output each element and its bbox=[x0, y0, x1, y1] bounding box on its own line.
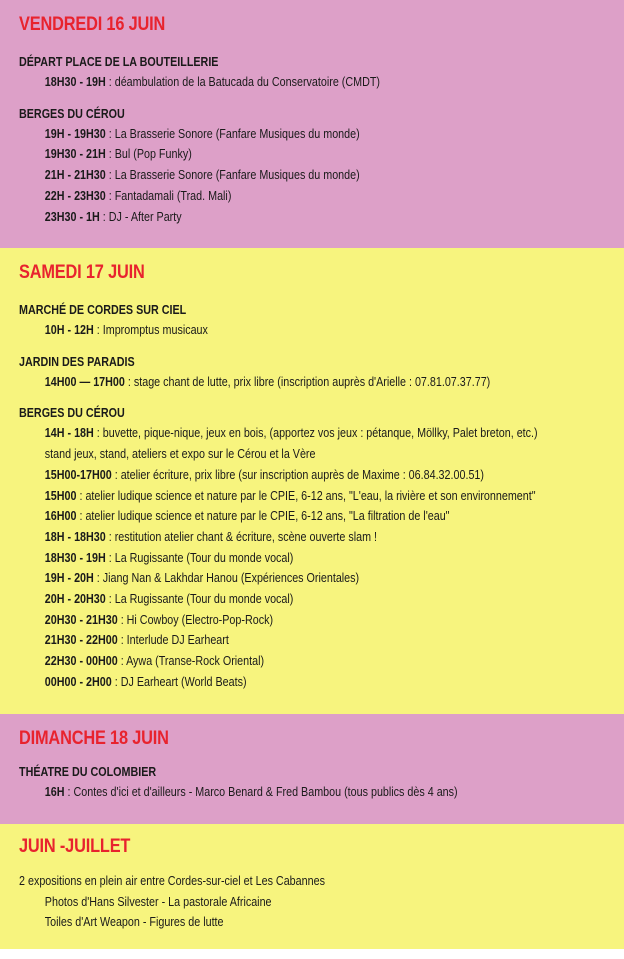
schedule-item bbox=[19, 186, 534, 207]
item-text: : buvette, pique-nique, jeux en bois, (apportez vos jeux : pétanque, Möllky, Palet breton, etc.) bbox=[93, 426, 538, 441]
saturday-section bbox=[0, 248, 624, 714]
schedule-item bbox=[19, 72, 534, 93]
schedule-item-continued: stand jeux, stand, ateliers et expo sur le Cérou et la Vère bbox=[44, 447, 316, 462]
item-text: : atelier ludique science et nature par le CPIE, 6-12 ans, "La filtration de l'eau" bbox=[76, 509, 450, 524]
friday-section bbox=[0, 0, 624, 248]
item-text: : Impromptus musicaux bbox=[93, 323, 208, 337]
schedule-item bbox=[19, 651, 534, 672]
venue-heading: JARDIN DES PARADIS bbox=[19, 354, 135, 369]
item-time: 14H00 — 17H00 bbox=[44, 374, 125, 389]
schedule-item bbox=[19, 372, 534, 393]
item-time: 19H30 - 21H bbox=[44, 147, 106, 162]
schedule-item bbox=[19, 672, 534, 693]
item-text: : Fantadamali (Trad. Mali) bbox=[105, 188, 232, 203]
venue-heading: MARCHÉ DE CORDES SUR CIEL bbox=[19, 303, 187, 317]
day-title: JUIN -JUILLET bbox=[19, 836, 131, 857]
day-title: DIMANCHE 18 JUIN bbox=[19, 728, 169, 749]
schedule-item bbox=[19, 423, 538, 444]
item-time: 15H00 bbox=[44, 488, 77, 503]
item-time: 23H30 - 1H bbox=[44, 209, 100, 224]
item-time: 16H bbox=[44, 785, 65, 799]
item-text: : restitution atelier chant & écriture, scène ouverte slam ! bbox=[105, 529, 378, 544]
item-text: : stage chant de lutte, prix libre (inscription auprès d'Arielle : 07.81.07.37.77) bbox=[124, 374, 491, 389]
schedule-item bbox=[19, 527, 534, 548]
schedule-item bbox=[19, 144, 534, 165]
item-text: : La Rugissante (Tour du monde vocal) bbox=[105, 550, 294, 565]
schedule-item bbox=[19, 320, 534, 341]
venue-heading: DÉPART PLACE DE LA BOUTEILLERIE bbox=[19, 55, 219, 69]
item-time: 18H30 - 19H bbox=[44, 75, 106, 89]
item-time: 14H - 18H bbox=[44, 426, 94, 441]
sunday-section bbox=[0, 714, 624, 824]
schedule-item bbox=[19, 506, 534, 527]
venue-heading: BERGES DU CÉROU bbox=[19, 406, 125, 421]
schedule-item bbox=[19, 124, 534, 145]
item-time: 18H - 18H30 bbox=[44, 529, 106, 544]
exhibition-item: Toiles d'Art Weapon - Figures de lutte bbox=[44, 915, 224, 930]
item-text: : atelier ludique science et nature par le CPIE, 6-12 ans, "L'eau, la rivière et son environnement" bbox=[76, 488, 536, 503]
item-text: : La Brasserie Sonore (Fanfare Musiques du monde) bbox=[105, 126, 360, 141]
item-text: : DJ - After Party bbox=[99, 209, 182, 224]
day-title: VENDREDI 16 JUIN bbox=[19, 14, 166, 35]
schedule-item bbox=[19, 610, 534, 631]
summer-section bbox=[0, 824, 624, 949]
item-text: : Hi Cowboy (Electro-Pop-Rock) bbox=[117, 612, 274, 627]
item-time: 22H - 23H30 bbox=[44, 188, 106, 203]
venue-heading: BERGES DU CÉROU bbox=[19, 106, 125, 121]
item-text: : Aywa (Transe-Rock Oriental) bbox=[117, 654, 265, 669]
item-time: 21H30 - 22H00 bbox=[44, 633, 118, 648]
schedule-item bbox=[19, 465, 534, 486]
schedule-item bbox=[19, 630, 534, 651]
schedule-item bbox=[19, 165, 534, 186]
item-text: : Interlude DJ Earheart bbox=[117, 633, 229, 648]
item-time: 16H00 bbox=[44, 509, 77, 524]
schedule-item bbox=[19, 589, 534, 610]
item-text: : Contes d'ici et d'ailleurs - Marco Benard & Fred Bambou (tous publics dès 4 ans) bbox=[64, 785, 458, 799]
item-time: 19H - 19H30 bbox=[44, 126, 106, 141]
item-text: : atelier écriture, prix libre (sur inscription auprès de Maxime : 06.84.32.00.51) bbox=[111, 467, 484, 482]
item-text: : DJ Earheart (World Beats) bbox=[111, 674, 247, 689]
schedule-item bbox=[19, 568, 534, 589]
schedule-item bbox=[19, 486, 534, 507]
day-title: SAMEDI 17 JUIN bbox=[19, 262, 145, 283]
item-time: 19H - 20H bbox=[44, 571, 94, 586]
item-time: 20H30 - 21H30 bbox=[44, 612, 118, 627]
item-text: : Jiang Nan & Lakhdar Hanou (Expériences Orientales) bbox=[93, 571, 360, 586]
schedule-item bbox=[19, 782, 534, 803]
item-text: : Bul (Pop Funky) bbox=[105, 147, 192, 162]
item-time: 15H00-17H00 bbox=[44, 467, 112, 482]
item-time: 21H - 21H30 bbox=[44, 168, 106, 183]
item-text: : déambulation de la Batucada du Conservatoire (CMDT) bbox=[105, 75, 381, 89]
exhibitions-intro: 2 expositions en plein air entre Cordes-sur-ciel et Les Cabannes bbox=[19, 874, 325, 888]
item-text: : La Rugissante (Tour du monde vocal) bbox=[105, 592, 294, 607]
item-time: 00H00 - 2H00 bbox=[44, 674, 112, 689]
schedule-item bbox=[19, 548, 534, 569]
item-time: 22H30 - 00H00 bbox=[44, 654, 118, 669]
item-time: 10H - 12H bbox=[44, 323, 94, 337]
exhibition-item: Photos d'Hans Silvester - La pastorale Africaine bbox=[44, 894, 272, 909]
venue-heading: THÉATRE DU COLOMBIER bbox=[19, 765, 157, 779]
schedule-item bbox=[19, 207, 534, 228]
item-text: : La Brasserie Sonore (Fanfare Musiques du monde) bbox=[105, 168, 360, 183]
item-time: 20H - 20H30 bbox=[44, 592, 106, 607]
item-time: 18H30 - 19H bbox=[44, 550, 106, 565]
